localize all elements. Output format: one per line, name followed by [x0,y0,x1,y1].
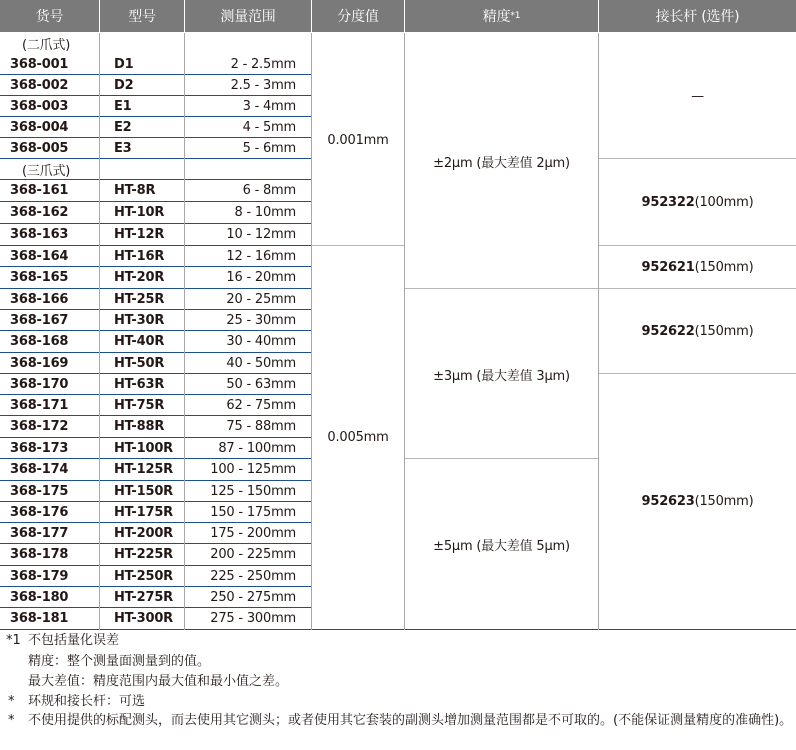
row-range-text: 125 - 150mm [210,484,296,499]
row-order-no-text: 368-162 [10,205,69,220]
row-order-no [10,75,99,96]
row-order-no-text: 368-177 [10,526,69,541]
extension-part-952622: 952622 [641,324,695,339]
row-model [114,289,184,310]
row-model [114,224,184,245]
row-model-text: HT-25R [114,292,165,307]
extension-cell-952623 [599,374,796,629]
row-range [185,75,296,96]
row-divider [0,74,312,75]
row-model-text: HT-10R [114,205,165,220]
row-range-text: 50 - 63mm [226,377,296,392]
row-range-text: 16 - 20mm [226,270,296,285]
row-range [185,353,296,374]
extension-part-952621: 952621 [641,259,695,275]
extension-length-952621: (150mm) [694,259,754,275]
row-range-text: 150 - 175mm [210,505,296,520]
row-range [185,267,296,288]
header-model-label: 型号 [128,9,156,25]
row-divider [0,607,312,608]
row-order-no-text: 368-164 [10,249,69,264]
accuracy-cell-5um [405,459,598,629]
row-order-no [10,267,99,288]
footnote-2-text-content: 环规和接长杆：可选 [28,694,146,709]
row-range [185,502,296,523]
extension-part-952322: 952322 [641,195,695,210]
header-graduation [312,0,404,32]
row-divider [0,309,312,310]
extension-cell-952621 [599,246,796,288]
row-model [114,246,184,267]
row-model [114,438,184,459]
footnote-3-text-content: 不使用提供的标配测头，而去使用其它测头；或者使用其它套装的副测头增加测量范围都是不可取的。(不能保证测量精度的准确性)。 [28,713,793,728]
row-divider [0,352,312,353]
row-divider [0,137,312,138]
row-divider [0,565,312,566]
row-order-no [10,523,99,544]
extension-value-none: — [691,89,704,104]
row-divider [0,95,312,96]
footnote-2-mark [8,693,15,712]
footnote-1-line1 [28,653,210,672]
footnote-1-title-text: 不包括量化误差 [28,633,120,648]
row-range-text: 225 - 250mm [210,569,296,584]
row-range-text: 2 - 2.5mm [230,57,296,72]
row-order-no-text: 368-163 [10,227,69,242]
column-divider [598,33,599,630]
accuracy-divider [405,288,599,289]
row-order-no [10,481,99,502]
accuracy-value-2um: ±2μm (最大差值 2μm) [433,156,570,171]
row-order-no [10,310,99,331]
row-model [114,54,184,75]
row-model-text: HT-20R [114,270,165,285]
row-range-text: 10 - 12mm [226,227,296,242]
row-divider [0,501,312,502]
row-order-no-text: 368-004 [10,120,69,135]
row-order-no-text: 368-003 [10,99,69,114]
row-model [114,117,184,138]
row-order-no [10,566,99,587]
row-range [185,544,296,565]
graduation-cell-coarse [312,246,404,628]
row-model-text: HT-63R [114,377,165,392]
header-order-no-label: 货号 [35,9,64,25]
row-model [114,587,184,608]
row-model [114,75,184,96]
row-model-text: E2 [114,120,132,135]
row-divider [0,543,312,544]
footnote-3-mark-text: * [8,713,15,728]
row-range [185,395,296,416]
row-order-no [10,180,99,201]
row-divider [0,394,312,395]
row-order-no-text: 368-172 [10,419,69,434]
row-range-text: 25 - 30mm [226,313,296,328]
row-model [114,138,184,159]
extension-cell-none [599,34,796,159]
row-range-text: 62 - 75mm [226,398,296,413]
row-range-text: 4 - 5mm [242,120,296,135]
row-order-no-text: 368-169 [10,356,69,371]
row-range [185,374,296,395]
row-model-text: HT-150R [114,484,173,499]
row-range [185,54,296,75]
row-model [114,353,184,374]
header-extension [599,0,796,32]
row-order-no [10,438,99,459]
extension-length-952623: (150mm) [694,494,754,509]
row-range [185,566,296,587]
row-range [185,608,296,629]
row-model [114,395,184,416]
row-range-text: 8 - 10mm [234,205,296,220]
row-model-text: HT-30R [114,313,165,328]
row-divider [0,223,312,224]
row-order-no [10,374,99,395]
row-divider [0,116,312,117]
row-model [114,566,184,587]
column-divider [184,33,185,630]
row-order-no-text: 368-161 [10,183,69,198]
row-model [114,310,184,331]
row-divider [0,437,312,438]
row-order-no [10,608,99,629]
row-divider [0,201,312,202]
extension-length-952622: (150mm) [694,324,754,339]
row-model [114,180,184,201]
row-range-text: 40 - 50mm [226,356,296,371]
row-order-no-text: 368-165 [10,270,69,285]
row-model-text: HT-300R [114,611,173,626]
row-divider [0,330,312,331]
row-range-text: 12 - 16mm [226,249,296,264]
row-divider [0,179,312,180]
header-accuracy-footnote-mark: *1 [510,11,521,21]
row-model [114,608,184,629]
row-order-no-text: 368-166 [10,292,69,307]
header-accuracy-label: 精度 [482,9,511,25]
row-model-text: HT-75R [114,398,165,413]
extension-length-952322: (100mm) [694,195,754,210]
row-model-text: HT-16R [114,249,165,264]
row-order-no-text: 368-173 [10,441,69,456]
row-order-no-text: 368-176 [10,505,69,520]
row-order-no-text: 368-002 [10,78,69,93]
column-divider [99,33,100,630]
footnote-1-line2 [28,673,288,692]
row-range [185,289,296,310]
row-order-no [10,502,99,523]
row-divider [0,586,312,587]
extension-divider [599,288,796,289]
row-model-text: E1 [114,99,132,114]
row-range-text: 175 - 200mm [210,526,296,541]
row-order-no-text: 368-167 [10,313,69,328]
row-order-no [10,395,99,416]
row-range-text: 30 - 40mm [226,334,296,349]
row-model [114,416,184,437]
row-model [114,96,184,117]
row-range-text: 200 - 225mm [210,547,296,562]
extension-part-952623: 952623 [641,494,695,509]
row-order-no-text: 368-181 [10,611,69,626]
row-range [185,416,296,437]
row-range [185,180,296,201]
row-order-no [10,544,99,565]
accuracy-divider [405,458,599,459]
row-order-no [10,117,99,138]
group-label-two-jaw-text: (二爪式) [22,38,71,53]
row-range-text: 275 - 300mm [210,611,296,626]
row-model [114,202,184,223]
row-divider [0,522,312,523]
row-range-text: 6 - 8mm [242,183,296,198]
footnote-1-line2-text: 最大差值：精度范围内最大值和最小值之差。 [28,674,289,689]
row-order-no [10,353,99,374]
row-range-text: 87 - 100mm [218,441,296,456]
row-model-text: HT-100R [114,441,173,456]
row-range-text: 3 - 4mm [242,99,296,114]
row-order-no-text: 368-005 [10,141,69,156]
graduation-value-fine: 0.001mm [327,132,389,148]
row-order-no [10,224,99,245]
row-divider [0,629,312,630]
header-range [185,0,311,32]
group-label-three-jaw-text: (三爪式) [22,164,71,179]
row-model [114,267,184,288]
row-range [185,96,296,117]
row-range [185,138,296,159]
accuracy-cell-3um [405,289,598,459]
extension-divider [599,245,796,246]
row-order-no [10,459,99,480]
row-divider [0,245,312,246]
row-divider [0,415,312,416]
row-range [185,481,296,502]
row-divider [0,266,312,267]
accuracy-value-5um: ±5μm (最大差值 5μm) [433,538,570,554]
graduation-cell-fine [312,34,404,246]
row-model-text: HT-88R [114,419,165,434]
column-divider [404,33,405,630]
row-order-no [10,331,99,352]
row-range [185,224,296,245]
row-model [114,331,184,352]
row-range-text: 100 - 125mm [210,462,296,477]
row-order-no [10,587,99,608]
row-range [185,246,296,267]
row-range [185,202,296,223]
row-divider [0,158,312,159]
footnote-1-title [28,632,119,651]
row-model-text: HT-225R [114,547,173,562]
row-model [114,374,184,395]
row-order-no-text: 368-178 [10,547,69,562]
accuracy-value-3um: ±3μm (最大差值 3μm) [433,368,570,384]
accuracy-cell-2um [405,34,598,289]
row-divider [0,480,312,481]
footnote-3-mark [8,712,15,731]
row-order-no [10,202,99,223]
row-range [185,523,296,544]
row-range-text: 75 - 88mm [226,419,296,434]
graduation-divider [312,245,405,246]
row-range-text: 5 - 6mm [242,141,296,156]
row-model [114,459,184,480]
row-model [114,544,184,565]
row-model [114,523,184,544]
table-bottom-border [312,629,796,630]
row-order-no-text: 368-171 [10,398,69,413]
header-accuracy [405,0,598,32]
row-model-text: HT-8R [114,183,156,198]
row-order-no [10,54,99,75]
row-range [185,438,296,459]
footnote-1-mark-text: *1 [6,633,21,648]
column-divider [311,33,312,630]
row-divider [0,288,312,289]
extension-cell-952622 [599,289,796,374]
row-model-text: HT-250R [114,569,173,584]
row-order-no [10,246,99,267]
row-model-text: E3 [114,141,132,156]
row-order-no-text: 368-174 [10,462,69,477]
row-range [185,331,296,352]
row-model-text: HT-175R [114,505,173,520]
header-graduation-label: 分度值 [337,9,379,25]
row-order-no-text: 368-001 [10,57,69,72]
row-model-text: HT-12R [114,227,165,242]
row-order-no-text: 368-168 [10,334,69,349]
row-model-text: D1 [114,57,134,72]
row-model-text: D2 [114,78,134,93]
footnote-2-mark-text: * [8,694,15,709]
row-order-no-text: 368-180 [10,590,69,605]
row-order-no [10,138,99,159]
footnote-2-text [28,693,145,712]
row-model-text: HT-125R [114,462,173,477]
row-range [185,310,296,331]
row-order-no-text: 368-175 [10,484,69,499]
header-model [100,0,184,32]
row-model-text: HT-50R [114,356,165,371]
extension-divider [599,373,796,374]
row-range-text: 20 - 25mm [226,292,296,307]
row-range [185,587,296,608]
row-divider [0,373,312,374]
row-range-text: 2.5 - 3mm [230,78,296,93]
footnote-1-mark [6,632,21,651]
row-model-text: HT-275R [114,590,173,605]
row-model [114,502,184,523]
row-order-no-text: 368-170 [10,377,69,392]
extension-cell-952322 [599,160,796,245]
row-order-no [10,96,99,117]
footnote-1-line1-text: 精度：整个测量面测量到的值。 [28,654,211,669]
row-order-no [10,416,99,437]
row-order-no-text: 368-179 [10,569,69,584]
row-range-text: 250 - 275mm [210,590,296,605]
extension-divider [599,158,796,159]
header-extension-label: 接长杆 (选件) [655,9,740,25]
row-range [185,117,296,138]
row-model-text: HT-200R [114,526,173,541]
header-range-label: 测量范围 [220,9,276,25]
row-divider [0,458,312,459]
graduation-value-coarse: 0.005mm [327,429,389,445]
row-order-no [10,289,99,310]
footnote-3-text [28,712,794,731]
row-range [185,459,296,480]
header-order-no [0,0,99,32]
row-model [114,481,184,502]
row-model-text: HT-40R [114,334,165,349]
